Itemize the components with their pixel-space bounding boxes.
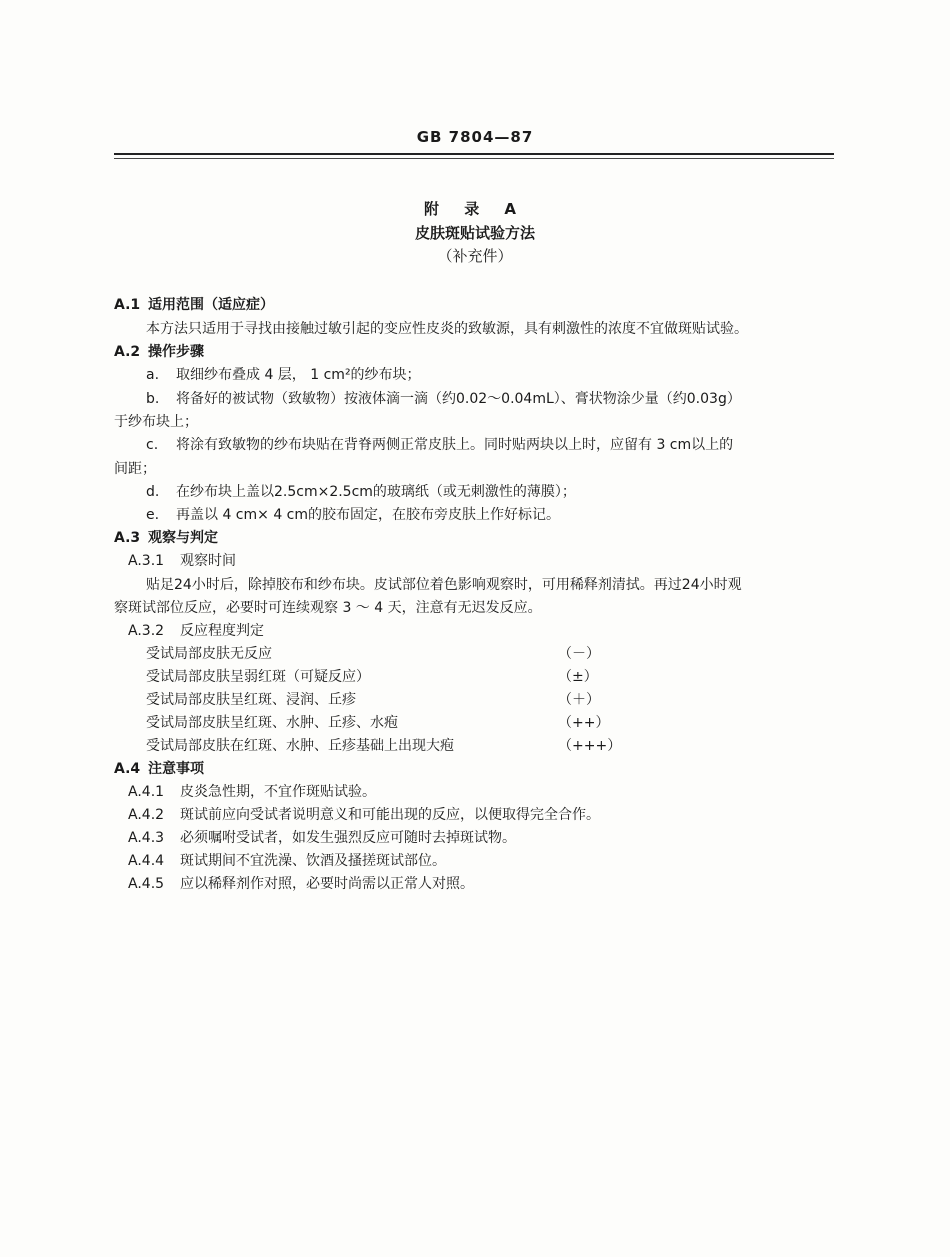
appendix-label: 附 录 A xyxy=(423,200,527,218)
a31-paragraph-line1: 贴足24小时后，除掉胶布和纱布块。皮试部位着色影响观察时，可用稀释剂清拭。再过24小时观 xyxy=(146,577,742,593)
a4-item: A.4.5 应以稀释剂作对照，必要时尚需以正常人对照。 xyxy=(128,876,474,892)
section-number: A.1 xyxy=(114,297,141,313)
list-item-a: a. 取细纱布叠成 4 层， 1 cm²的纱布块； xyxy=(146,367,421,383)
section-a4-heading xyxy=(114,759,204,779)
a4-item: A.4.1 皮炎急性期，不宜作斑贴试验。 xyxy=(128,784,376,800)
grade-description: 受试局部皮肤无反应 xyxy=(146,646,272,662)
section-number: A.4 xyxy=(114,761,141,777)
a1-paragraph: 本方法只适用于寻找由接触过敏引起的变应性皮炎的致敏源，具有刺激性的浓度不宜做斑贴试验。 xyxy=(146,321,748,337)
section-title: 操作步骤 xyxy=(148,344,204,360)
section-title: 注意事项 xyxy=(148,761,204,777)
a31-paragraph-line2: 察斑试部位反应，必要时可连续观察 3 ～ 4 天，注意有无迟发反应。 xyxy=(114,600,542,616)
subsection-a31-heading: A.3.1 观察时间 xyxy=(128,553,236,569)
grade-description: 受试局部皮肤呈弱红斑（可疑反应） xyxy=(146,669,370,685)
list-item-b: b. 将备好的被试物（致敏物）按液体滴一滴（约0.02～0.04mL）、膏状物涂少量（约0.03g） xyxy=(146,391,741,407)
grade-mark: （+++） xyxy=(558,738,622,754)
list-item-c: c. 将涂有致敏物的纱布块贴在背脊两侧正常皮肤上。同时贴两块以上时，应留有 3 cm以上的 xyxy=(146,437,734,453)
header-rule-thin xyxy=(114,158,834,159)
grade-description: 受试局部皮肤呈红斑、水肿、丘疹、水疱 xyxy=(146,715,398,731)
grade-mark: （±） xyxy=(558,669,598,685)
header-rule-thick xyxy=(114,153,834,155)
list-item-d: d. 在纱布块上盖以2.5cm×2.5cm的玻璃纸（或无刺激性的薄膜）； xyxy=(146,484,576,500)
grade-mark: （++） xyxy=(558,715,610,731)
grade-description: 受试局部皮肤呈红斑、浸润、丘疹 xyxy=(146,692,356,708)
section-title: 适用范围（适应症） xyxy=(148,297,274,313)
appendix-title: 皮肤斑贴试验方法 xyxy=(414,224,535,242)
list-item-b-continued: 于纱布块上； xyxy=(114,414,198,430)
section-number: A.3 xyxy=(114,530,141,546)
list-item-c-continued: 间距； xyxy=(114,461,156,477)
section-a3-heading xyxy=(114,528,218,548)
section-a2-heading xyxy=(114,342,204,362)
a4-item: A.4.4 斑试期间不宜洗澡、饮酒及搔搓斑试部位。 xyxy=(128,853,446,869)
a4-item: A.4.3 必须嘱咐受试者，如发生强烈反应可随时去掉斑试物。 xyxy=(128,830,516,846)
grade-mark: （＋） xyxy=(558,692,600,708)
subsection-a32-heading: A.3.2 反应程度判定 xyxy=(128,623,264,639)
grade-mark: （－） xyxy=(558,646,600,662)
section-title: 观察与判定 xyxy=(148,530,218,546)
grade-description: 受试局部皮肤在红斑、水肿、丘疹基础上出现大疱 xyxy=(146,738,454,754)
appendix-subtitle: （补充件） xyxy=(437,247,513,265)
list-item-e: e. 再盖以 4 cm× 4 cm的胶布固定，在胶布旁皮肤上作好标记。 xyxy=(146,507,561,523)
section-a1-heading xyxy=(114,295,274,315)
section-number: A.2 xyxy=(114,344,141,360)
a4-item: A.4.2 斑试前应向受试者说明意义和可能出现的反应，以便取得完全合作。 xyxy=(128,807,600,823)
standard-code-header: GB 7804—87 xyxy=(416,128,534,146)
